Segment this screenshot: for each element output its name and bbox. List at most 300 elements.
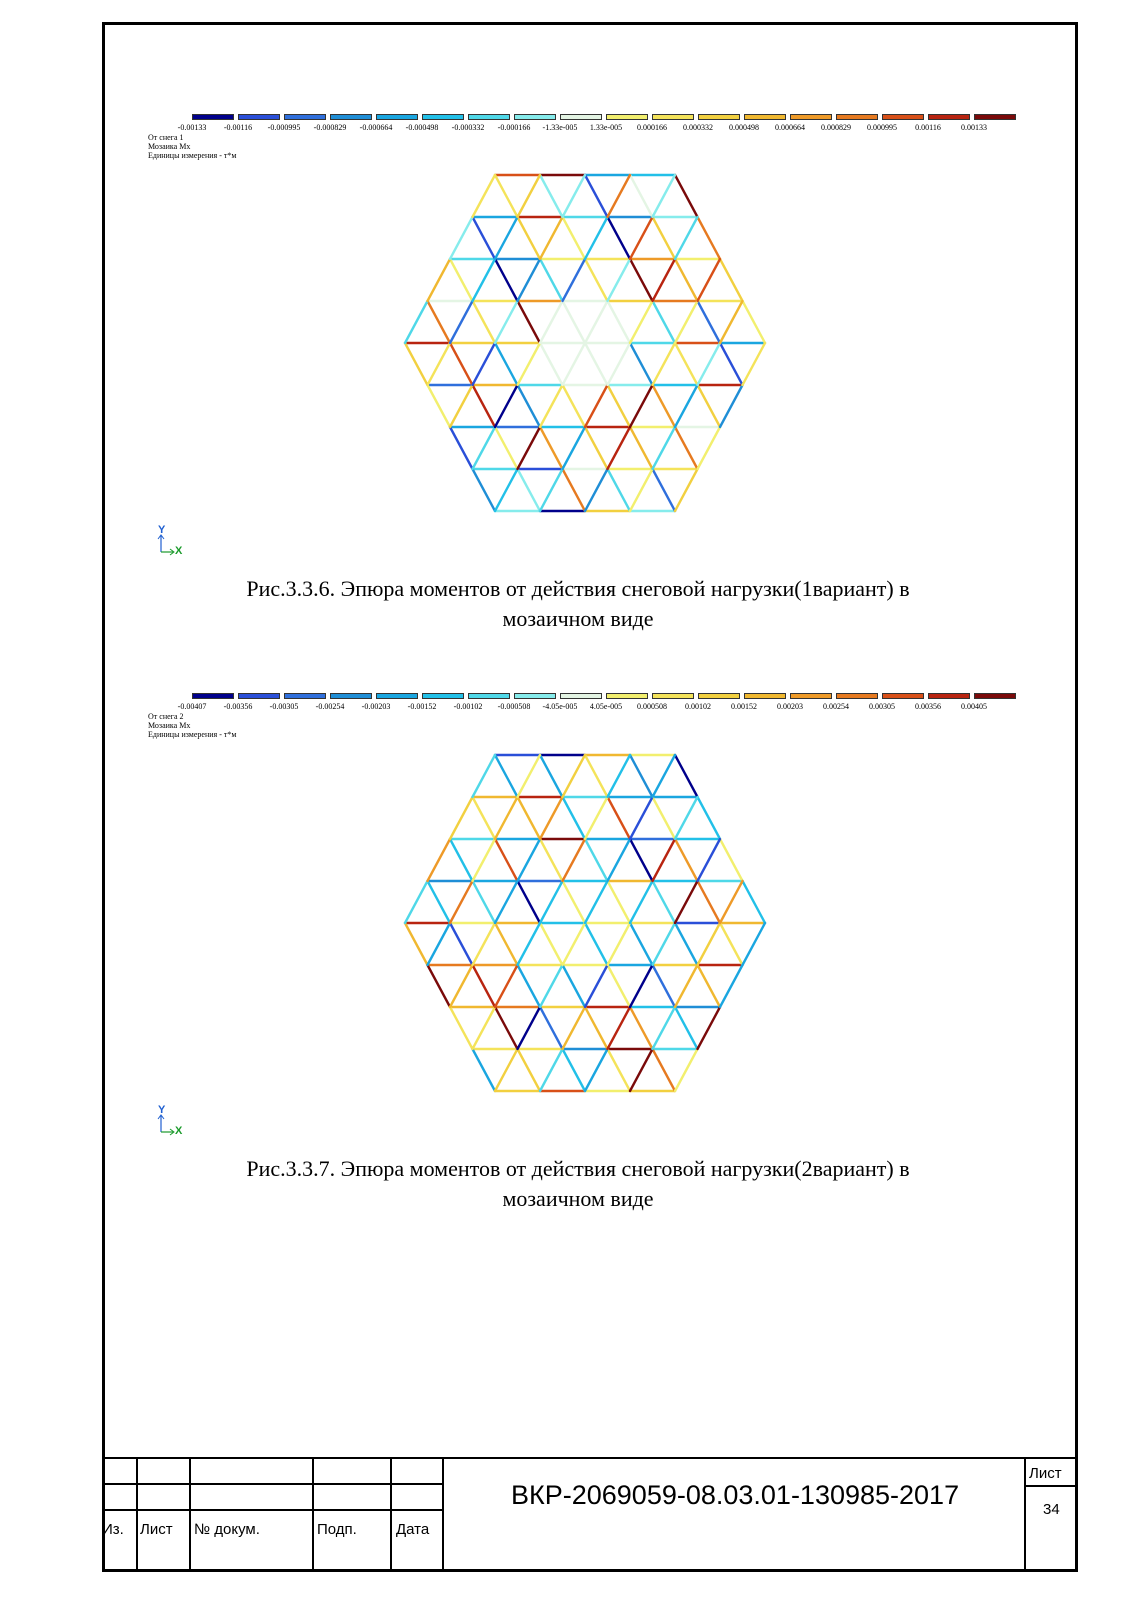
- legend-tick-label: -0.00356: [223, 702, 253, 711]
- mosaic-label: Мозаика Mx: [148, 142, 191, 151]
- legend-tick-label: 0.00152: [731, 702, 757, 711]
- mesh-element: [653, 259, 676, 301]
- mesh-element: [563, 343, 586, 385]
- mesh-element: [720, 839, 743, 881]
- legend-swatch: [698, 114, 740, 120]
- mesh-element: [675, 385, 698, 427]
- legend-tick-label: 0.00116: [915, 123, 941, 132]
- mesh-element: [563, 259, 586, 301]
- mesh-element: [495, 343, 518, 385]
- legend-tick-label: -0.00254: [315, 702, 345, 711]
- mesh-element: [563, 175, 586, 217]
- mesh-element: [585, 881, 608, 923]
- mesh-element: [428, 259, 451, 301]
- mesh-element: [630, 427, 653, 469]
- legend-info-1: [148, 133, 236, 160]
- mesh-element: [563, 797, 586, 839]
- mesh-element: [518, 469, 541, 511]
- mesh-element: [698, 259, 721, 301]
- mesh-element: [630, 1049, 653, 1091]
- legend-tick-label: -0.00305: [269, 702, 299, 711]
- stamp-line: [1026, 1485, 1078, 1487]
- legend-tick-label: 0.00356: [915, 702, 941, 711]
- mesh-element: [450, 301, 473, 343]
- mesh-element: [585, 217, 608, 259]
- mesh-element: [518, 1049, 541, 1091]
- mesh-element: [473, 469, 496, 511]
- mesh-element: [540, 1007, 563, 1049]
- mesh-element: [675, 965, 698, 1007]
- mesh-element: [563, 1007, 586, 1049]
- mesh-element: [630, 385, 653, 427]
- mosaic-label: Мозаика Mx: [148, 721, 191, 730]
- mesh-element: [608, 343, 631, 385]
- mesh-element: [698, 965, 721, 1007]
- mesh-element: [495, 469, 518, 511]
- title-block: [102, 1457, 1078, 1572]
- mesh-element: [653, 343, 676, 385]
- mesh-element: [675, 469, 698, 511]
- legend-swatch: [836, 693, 878, 699]
- legend-tick-label: -0.000829: [313, 123, 347, 132]
- mesh-element: [563, 755, 586, 797]
- legend-tick-label: 0.000829: [821, 123, 851, 132]
- legend-swatch: [284, 693, 326, 699]
- mesh-element: [630, 881, 653, 923]
- mesh-element: [405, 923, 428, 965]
- legend-bars: [192, 114, 972, 122]
- mesh-element: [608, 175, 631, 217]
- figure-caption-1: [150, 574, 1006, 634]
- mesh-element: [495, 259, 518, 301]
- mesh-element: [630, 1007, 653, 1049]
- mesh-element: [540, 797, 563, 839]
- mesh-element: [540, 217, 563, 259]
- mesh-element: [653, 217, 676, 259]
- mesh-element: [585, 259, 608, 301]
- legend-swatch: [284, 114, 326, 120]
- mesh-element: [563, 923, 586, 965]
- mesh-element: [675, 923, 698, 965]
- stamp-line: [390, 1457, 392, 1572]
- mesh-element: [675, 175, 698, 217]
- mesh-element: [518, 923, 541, 965]
- legend-swatch: [652, 693, 694, 699]
- mesh-element: [473, 1007, 496, 1049]
- mesh-element: [608, 923, 631, 965]
- mesh-element: [540, 755, 563, 797]
- mesh-element: [675, 797, 698, 839]
- mesh-element: [495, 881, 518, 923]
- mesh-element: [450, 427, 473, 469]
- mesh-element: [473, 301, 496, 343]
- legend-tick-label: 1.33e-005: [589, 123, 623, 132]
- mesh-element: [653, 175, 676, 217]
- legend-swatch: [560, 114, 602, 120]
- mesh-element: [585, 797, 608, 839]
- legend-tick-label: 0.00133: [961, 123, 987, 132]
- mesh-element: [450, 385, 473, 427]
- mesh-element: [698, 1007, 721, 1049]
- legend-swatch: [882, 114, 924, 120]
- load-case-label: От снега 2: [148, 712, 184, 721]
- legend-swatch: [836, 114, 878, 120]
- stamp-line: [312, 1457, 314, 1572]
- stamp-label-doc: № докум.: [194, 1521, 260, 1538]
- legend-swatch: [514, 114, 556, 120]
- mesh-element: [608, 259, 631, 301]
- legend-tick-label: 0.000332: [683, 123, 713, 132]
- mesh-element: [585, 1049, 608, 1091]
- mesh-element: [518, 217, 541, 259]
- mesh-element: [540, 839, 563, 881]
- mesh-element: [518, 343, 541, 385]
- legend-tick-label: -0.000664: [359, 123, 393, 132]
- mesh-element: [518, 839, 541, 881]
- mesh-element: [540, 259, 563, 301]
- legend-tick-label: -0.00133: [177, 123, 207, 132]
- mesh-element: [585, 301, 608, 343]
- mesh-element: [473, 175, 496, 217]
- mesh-element: [428, 881, 451, 923]
- mesh-element: [428, 301, 451, 343]
- mesh-element: [608, 385, 631, 427]
- legend-swatch: [330, 114, 372, 120]
- legend-tick-label: 4.05e-005: [589, 702, 623, 711]
- mesh-element: [608, 797, 631, 839]
- mesh-element: [608, 301, 631, 343]
- legend-swatch: [192, 114, 234, 120]
- stamp-label-list: Лист: [140, 1521, 173, 1538]
- mesh-element: [675, 343, 698, 385]
- color-legend-2: [148, 693, 998, 723]
- legend-swatch: [238, 114, 280, 120]
- stamp-line: [102, 1483, 444, 1485]
- legend-swatch: [514, 693, 556, 699]
- mesh-element: [540, 427, 563, 469]
- legend-swatch: [744, 114, 786, 120]
- legend-tick-label: 0.00203: [777, 702, 803, 711]
- caption-line: мозаичном виде: [502, 606, 654, 631]
- legend-swatch: [238, 693, 280, 699]
- legend-tick-label: -0.00152: [407, 702, 437, 711]
- mesh-element: [698, 343, 721, 385]
- mesh-element: [720, 965, 743, 1007]
- legend-swatch: [606, 114, 648, 120]
- legend-tick-label: 0.00102: [685, 702, 711, 711]
- mesh-element: [720, 923, 743, 965]
- mesh-element: [630, 343, 653, 385]
- mesh-element: [518, 881, 541, 923]
- mesh-element: [585, 923, 608, 965]
- mesh-element: [473, 923, 496, 965]
- mosaic-plot-2: [380, 740, 790, 1110]
- stamp-label-date: Дата: [396, 1521, 430, 1538]
- mesh-element: [585, 839, 608, 881]
- mesh-element: [720, 301, 743, 343]
- mesh-element: [675, 259, 698, 301]
- legend-swatch: [790, 114, 832, 120]
- mesh-element: [608, 839, 631, 881]
- mesh-element: [518, 1007, 541, 1049]
- mesh-element: [720, 881, 743, 923]
- load-case-label: От снега 1: [148, 133, 184, 142]
- mesh-element: [518, 797, 541, 839]
- mesh-element: [540, 175, 563, 217]
- y-axis-label: Y: [158, 1104, 166, 1116]
- mesh-element: [675, 427, 698, 469]
- mesh-element: [450, 965, 473, 1007]
- mesh-element: [653, 965, 676, 1007]
- mesh-element: [698, 217, 721, 259]
- legend-swatch: [698, 693, 740, 699]
- mesh-element: [495, 217, 518, 259]
- mesh-element: [585, 469, 608, 511]
- mesh-element: [698, 881, 721, 923]
- mesh-element: [608, 965, 631, 1007]
- stamp-line: [1024, 1457, 1026, 1572]
- legend-swatch: [974, 114, 1016, 120]
- legend-tick-label: -0.000332: [451, 123, 485, 132]
- mesh-element: [585, 965, 608, 1007]
- legend-swatch: [652, 114, 694, 120]
- mesh-element: [608, 1049, 631, 1091]
- mesh-element: [540, 343, 563, 385]
- mesh-element: [405, 343, 428, 385]
- mesh-element: [608, 1007, 631, 1049]
- mesh-element: [540, 923, 563, 965]
- mesh-element: [585, 427, 608, 469]
- mesh-element: [630, 923, 653, 965]
- mesh-element: [540, 881, 563, 923]
- mesh-element: [518, 755, 541, 797]
- legend-tick-label: -0.00116: [223, 123, 253, 132]
- stamp-label-izm: Из.: [102, 1521, 124, 1538]
- legend-swatch: [330, 693, 372, 699]
- x-axis-label: X: [175, 1125, 183, 1137]
- mesh-element: [495, 301, 518, 343]
- mesh-element: [473, 839, 496, 881]
- legend-tick-label: 0.00405: [961, 702, 987, 711]
- legend-swatch: [974, 693, 1016, 699]
- mesh-element: [720, 343, 743, 385]
- mesh-element: [518, 175, 541, 217]
- stamp-line: [102, 1457, 1078, 1459]
- legend-tick-label: 0.000664: [775, 123, 805, 132]
- mesh-element: [473, 797, 496, 839]
- mesh-element: [608, 881, 631, 923]
- mesh-element: [473, 1049, 496, 1091]
- mesh-element: [585, 385, 608, 427]
- mesh-element: [540, 1049, 563, 1091]
- mesh-element: [743, 881, 766, 923]
- legend-tick-label: 0.000166: [637, 123, 667, 132]
- mesh-element: [743, 343, 766, 385]
- mesh-element: [428, 839, 451, 881]
- mesh-element: [653, 427, 676, 469]
- mesh-element: [630, 797, 653, 839]
- mesh-element: [450, 797, 473, 839]
- mesh-element: [630, 175, 653, 217]
- mesh-element: [495, 1049, 518, 1091]
- mesh-element: [630, 301, 653, 343]
- mesh-element: [698, 797, 721, 839]
- mesh-element: [495, 1007, 518, 1049]
- mesh-element: [653, 1049, 676, 1091]
- legend-swatch: [744, 693, 786, 699]
- mesh-element: [608, 755, 631, 797]
- mesh-element: [495, 839, 518, 881]
- mesh-element: [585, 755, 608, 797]
- figure-caption-2: [150, 1154, 1006, 1214]
- caption-line: Рис.3.3.7. Эпюра моментов от действия снеговой нагрузки(2вариант) в: [246, 1156, 910, 1181]
- mesh-element: [653, 923, 676, 965]
- mesh-element: [428, 343, 451, 385]
- mesh-element: [630, 839, 653, 881]
- mesh-element: [675, 217, 698, 259]
- mesh-element: [540, 385, 563, 427]
- legend-tick-label: -0.000995: [267, 123, 301, 132]
- mesh-element: [428, 385, 451, 427]
- mesh-element: [608, 469, 631, 511]
- document-number: ВКР-2069059-08.03.01-130985-2017: [511, 1480, 960, 1510]
- mesh-element: [630, 965, 653, 1007]
- mesh-element: [585, 343, 608, 385]
- mesh-element: [495, 965, 518, 1007]
- mosaic-plot-1: [380, 160, 790, 530]
- mesh-element: [698, 923, 721, 965]
- legend-tick-label: -0.000508: [497, 702, 531, 711]
- mesh-element: [653, 1007, 676, 1049]
- legend-tick-label: -0.00102: [453, 702, 483, 711]
- mesh-element: [495, 427, 518, 469]
- mesh-element: [653, 755, 676, 797]
- mesh-element: [675, 881, 698, 923]
- mesh-element: [743, 923, 766, 965]
- legend-tick-label: 0.000498: [729, 123, 759, 132]
- legend-tick-label: -0.00203: [361, 702, 391, 711]
- mesh-element: [405, 881, 428, 923]
- y-axis-label: Y: [158, 524, 166, 536]
- mesh-element: [563, 839, 586, 881]
- mesh-element: [563, 881, 586, 923]
- mesh-element: [563, 427, 586, 469]
- mesh-element: [653, 881, 676, 923]
- stamp-line: [102, 1509, 444, 1511]
- mesh-element: [653, 797, 676, 839]
- legend-swatch: [882, 693, 924, 699]
- mesh-element: [495, 755, 518, 797]
- legend-tick-label: -0.000498: [405, 123, 439, 132]
- mesh-element: [518, 965, 541, 1007]
- legend-tick-label: 0.000508: [637, 702, 667, 711]
- mesh-element: [495, 797, 518, 839]
- stamp-line: [442, 1457, 444, 1572]
- mesh-element: [495, 175, 518, 217]
- mesh-element: [450, 881, 473, 923]
- mesh-element: [675, 1007, 698, 1049]
- stamp-label-sign: Подп.: [317, 1521, 357, 1538]
- mesh-element: [495, 385, 518, 427]
- mesh-element: [405, 301, 428, 343]
- legend-tick-label: -4.05e-005: [542, 702, 578, 711]
- mesh-element: [495, 923, 518, 965]
- mesh-element: [563, 965, 586, 1007]
- legend-swatch: [376, 114, 418, 120]
- mesh-element: [743, 301, 766, 343]
- mesh-element: [518, 259, 541, 301]
- mesh-element: [585, 1007, 608, 1049]
- mesh-element: [563, 301, 586, 343]
- mesh-element: [630, 755, 653, 797]
- units-label: Единицы измерения - т*м: [148, 151, 237, 160]
- caption-line: Рис.3.3.6. Эпюра моментов от действия снеговой нагрузки(1вариант) в: [246, 576, 910, 601]
- legend-bars: [192, 693, 972, 701]
- mesh-element: [473, 755, 496, 797]
- mesh-element: [698, 301, 721, 343]
- mesh-element: [653, 385, 676, 427]
- mesh-element: [450, 1007, 473, 1049]
- legend-swatch: [928, 693, 970, 699]
- units-label: Единицы измерения - т*м: [148, 730, 237, 739]
- mesh-element: [518, 427, 541, 469]
- legend-swatch: [468, 114, 510, 120]
- mesh-element: [540, 965, 563, 1007]
- mesh-element: [563, 469, 586, 511]
- sheet-number: 34: [1043, 1501, 1060, 1518]
- mesh-element: [473, 965, 496, 1007]
- mesh-element: [428, 965, 451, 1007]
- mesh-element: [630, 469, 653, 511]
- mesh-element: [518, 301, 541, 343]
- legend-swatch: [560, 693, 602, 699]
- legend-swatch: [928, 114, 970, 120]
- legend-tick-label: 0.000995: [867, 123, 897, 132]
- mesh-element: [450, 259, 473, 301]
- mesh-element: [608, 217, 631, 259]
- legend-tick-label: -0.000166: [497, 123, 531, 132]
- mesh-element: [675, 755, 698, 797]
- mesh-element: [630, 259, 653, 301]
- mesh-element: [473, 427, 496, 469]
- mesh-element: [450, 343, 473, 385]
- mesh-element: [720, 385, 743, 427]
- mesh-element: [653, 839, 676, 881]
- legend-swatch: [422, 693, 464, 699]
- mesh-element: [450, 923, 473, 965]
- stamp-line: [189, 1457, 191, 1572]
- mesh-element: [698, 427, 721, 469]
- mesh-element: [720, 259, 743, 301]
- mesh-element: [540, 469, 563, 511]
- mesh-element: [653, 469, 676, 511]
- mesh-element: [608, 427, 631, 469]
- mesh-element: [473, 881, 496, 923]
- mesh-element: [630, 217, 653, 259]
- mesh-element: [450, 217, 473, 259]
- legend-info-2: [148, 712, 236, 739]
- legend-swatch: [606, 693, 648, 699]
- color-legend-1: [148, 114, 998, 144]
- mesh-element: [473, 385, 496, 427]
- mesh-element: [698, 839, 721, 881]
- legend-tick-label: -1.33e-005: [542, 123, 578, 132]
- legend-swatch: [468, 693, 510, 699]
- legend-swatch: [192, 693, 234, 699]
- legend-swatch: [376, 693, 418, 699]
- legend-tick-label: 0.00305: [869, 702, 895, 711]
- mesh-element: [540, 301, 563, 343]
